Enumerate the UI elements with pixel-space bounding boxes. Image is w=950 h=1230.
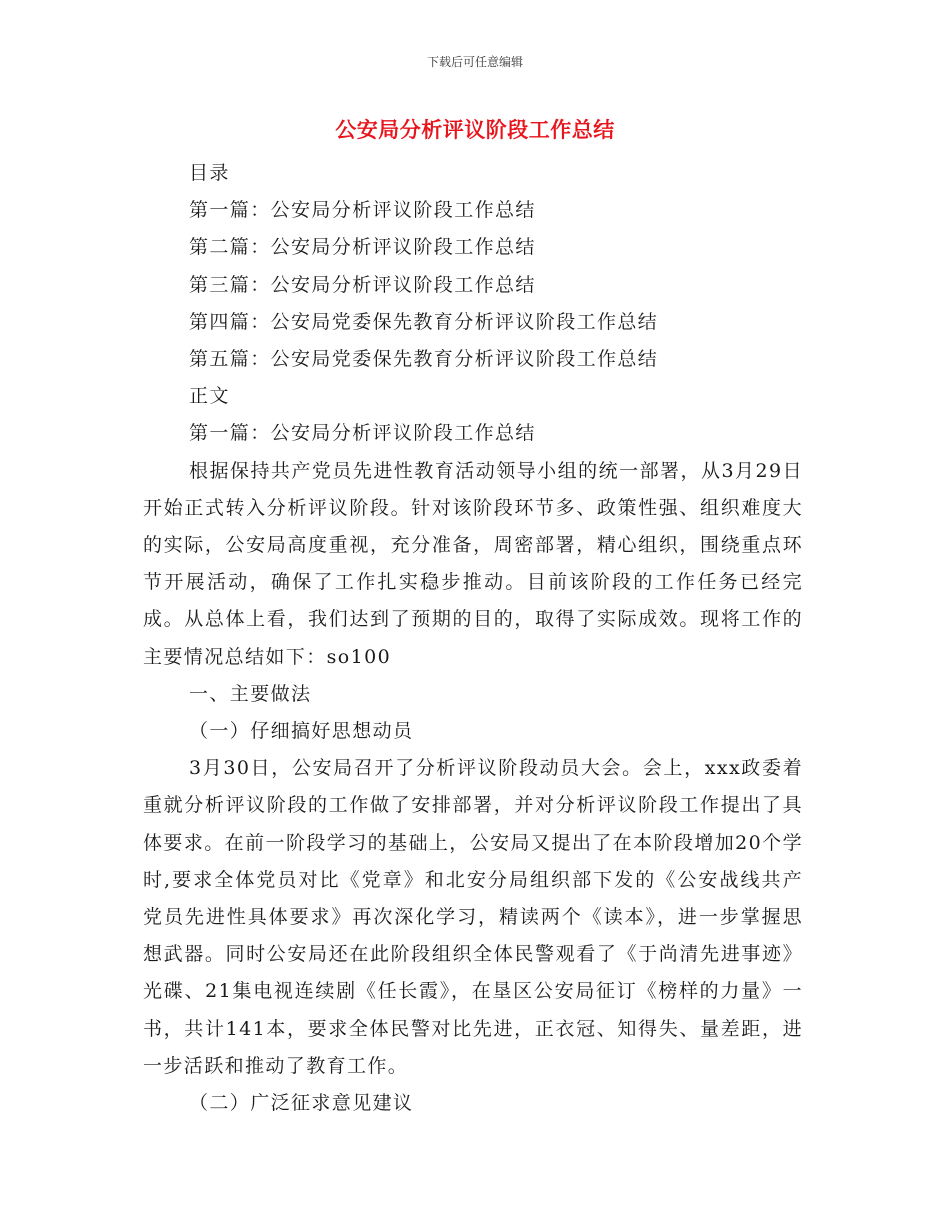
body-paragraph: 根据保持共产党员先进性教育活动领导小组的统一部署，从3月29日开始正式转入分析评议阶段。针对该阶段环节多、政策性强、组织难度大的实际，公安局高度重视，充分准备，周密部署，精心组织，围绕重点环节开展活动，确保了工作扎实稳步推动。目前该阶段的工作任务已经完成。从总体上看，我们达到了预期的目的，取得了实际成效。现将工作的主要情况总结如下：so100 [143,459,803,668]
body-paragraph: 3月30日，公安局召开了分析评议阶段动员大会。会上，xxx政委着重就分析评议阶段的工作做了安排部署，并对分析评议阶段工作提出了具体要求。在前一阶段学习的基础上，公安局又提出了在本阶段增加20个学时,要求全体党员对比《党章》和北安分局组织部下发的《公安战线共产党员先进性具体要求》再次深化学习，精读两个《读本》，进一步掌握思想武器。同时公安局还在此阶段组织全体民警观看了《于尚清先进事迹》光碟、21集电视连续剧《任长霞》，在垦区公安局征订《榜样的力量》一书，共计141本，要求全体民警对比先进，正衣冠、知得失、量差距，进一步活跃和推动了教育工作。 [143,757,803,1077]
toc-item: 第五篇：公安局党委保先教育分析评议阶段工作总结 [189,348,659,371]
document-content [143,155,803,1122]
body-heading: 正文 [189,385,230,408]
toc-item: 第四篇：公安局党委保先教育分析评议阶段工作总结 [189,310,659,333]
section-heading: 一、主要做法 [189,682,312,705]
article-title: 第一篇：公安局分析评议阶段工作总结 [189,422,536,445]
toc-item: 第三篇：公安局分析评议阶段工作总结 [189,273,536,296]
document-title: 公安局分析评议阶段工作总结 [335,118,615,142]
toc-item: 第二篇：公安局分析评议阶段工作总结 [189,236,536,259]
header-note: 下载后可任意编辑 [426,55,523,69]
subsection-heading: （二）广泛征求意见建议 [189,1092,414,1115]
toc-item: 第一篇：公安局分析评议阶段工作总结 [189,199,536,222]
subsection-heading: （一）仔细搞好思想动员 [189,720,414,743]
toc-heading: 目录 [189,162,230,184]
